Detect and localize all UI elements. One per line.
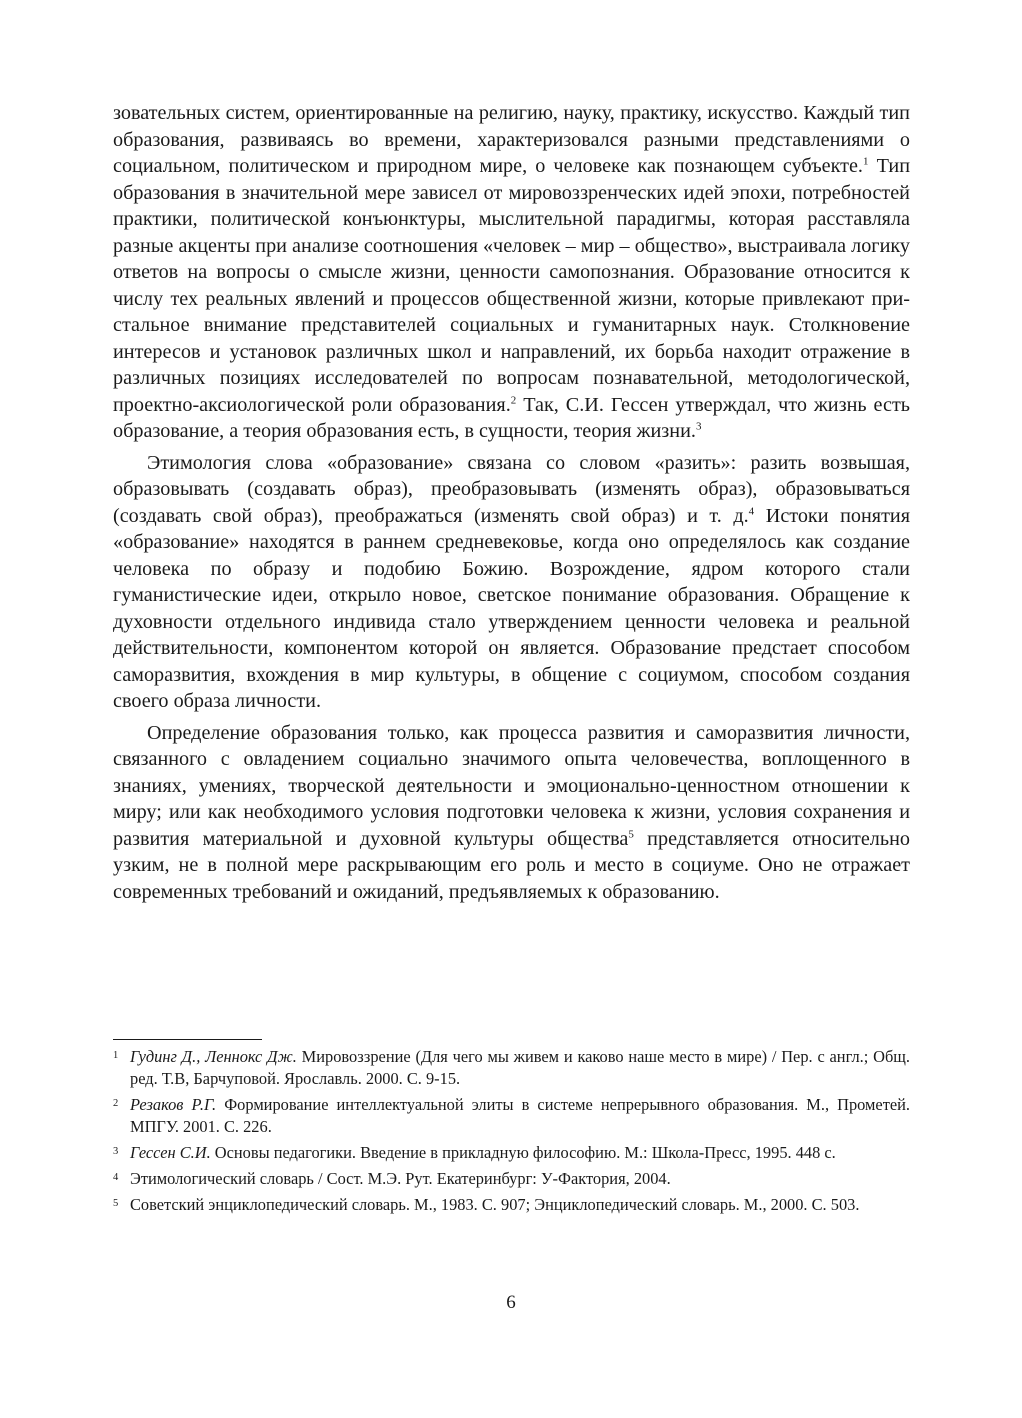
paragraph-1-text-a: зовательных систем, ориентированные на религию, науку, практику, искусство. Каждый тип образования, развиваясь во времени, характеризовался разными представлениями о социальном, политическом и природном мире, о человеке как познающем субъекте. [113,102,910,177]
footnote-author: Гудинг Д., Леннокс Дж. [130,1047,297,1066]
footnote-author: Резаков Р.Г. [130,1095,217,1114]
paragraph-2 [113,450,910,715]
paragraph-1-text-c: Так, С.И. Гессен утверждал, что жизнь есть образование, а теория образования есть, в сущности, теория жизни. [113,393,910,442]
footnote-text: Этимологический словарь / Сост. М.Э. Рут. Екатеринбург: У-Фактория, 2004. [130,1169,671,1188]
footnote-number: 1 [113,1050,119,1061]
footnote-5 [113,1194,910,1216]
page-number: 6 [506,1292,516,1313]
footnote-ref-2: 2 [510,393,517,406]
footnote-number: 5 [113,1198,119,1209]
footnote-text: Мировоззрение (Для чего мы живем и каково наше место в мире) / Пер. с англ.; Общ. ред. Т.В, Барчуповой. Ярославль. 2000. С. 9-15. [130,1047,910,1088]
footnote-number: 4 [113,1172,119,1183]
footnote-ref-1: 1 [862,155,869,168]
footnote-text: Советский энциклопедический словарь. М., 1983. С. 907; Энциклопедический словарь. М., 2000. С. 503. [130,1195,860,1214]
paragraph-3 [113,720,910,906]
paragraph-2-text-a: Этимология слова «образование» связана со словом «разить»: разить возвышая, образовывать (создавать образ), преобразовывать (изменять образ), образовываться (создавать свой образ), преображаться (изменять свой образ) и т. д. [113,451,910,527]
body-text [113,100,910,905]
footnote-1 [113,1046,910,1090]
footnotes [113,1046,910,1220]
footnote-ref-5: 5 [628,827,634,840]
footnote-separator [113,1039,262,1040]
footnote-2 [113,1094,910,1138]
paragraph-1 [113,100,910,445]
footnote-4 [113,1168,910,1190]
footnote-3 [113,1142,910,1164]
footnote-ref-3: 3 [695,420,702,433]
footnote-author: Гессен С.И. [130,1143,211,1162]
footnote-number: 3 [113,1146,119,1157]
footnote-number: 2 [113,1098,119,1109]
paragraph-1-text-b: Тип образования в значительной мере зависел от мировоззренческих идей эпохи, потребностей практики, политической конъюнктуры, мыслительной парадигмы, которая расставляла разные акценты при анализе соотношения «человек – мир – общество», выстраивала логику ответов на вопросы о смысле жизни, ценности самопознания. Образование относится к числу тех реальных явлений и процессов общественной жизни, которые привлекают пристальное внимание представителей социальных и гуманитарных наук. Столкновение интересов и установок различных школ и направлений, их борьба находит отражение в различных позициях исследователей по вопросам познавательной, методологической, проектно-аксиологической роли образования. [113,155,911,416]
footnote-text: Формирование интеллектуальной элиты в системе непрерывного образования. М., Прометей. МПГУ. 2001. С. 226. [130,1095,910,1136]
paragraph-3-text-b: представляется относительно узким, не в полной мере раскрывающим его роль и место в социуме. Оно не отражает современных требований и ожиданий, предъявляемых к образованию. [113,827,910,903]
paragraph-3-text-a: Определение образования только, как процесса развития и саморазвития личности, связанного с овладением социально значимого опыта человечества, воплощенного в знаниях, умениях, творческой деятельности и эмоционально-ценностном отношении к миру; или как необходимого условия подготовки человека к жизни, условия сохранения и развития материальной и духовной культуры общества [113,721,910,850]
footnote-ref-4: 4 [748,504,755,517]
page-body [113,100,910,905]
footnote-text: Основы педагогики. Введение в прикладную философию. М.: Школа-Пресс, 1995. 448 с. [210,1143,836,1162]
paragraph-2-text-b: Истоки понятия «образование» находятся в раннем средневековье, когда оно определялось как создание человека по образу и подобию Божию. Возрождение, ядром которого стали гуманистические идеи, открыло новое, светское понимание образования. Обращение к духовности отдельного индивида стало утверждением ценности человека и реальной действительности, компонентом которой он является. Образование предстает способом саморазвития, вхождения в мир культуры, в общение с социумом, способом создания своего образа личности. [113,504,910,712]
